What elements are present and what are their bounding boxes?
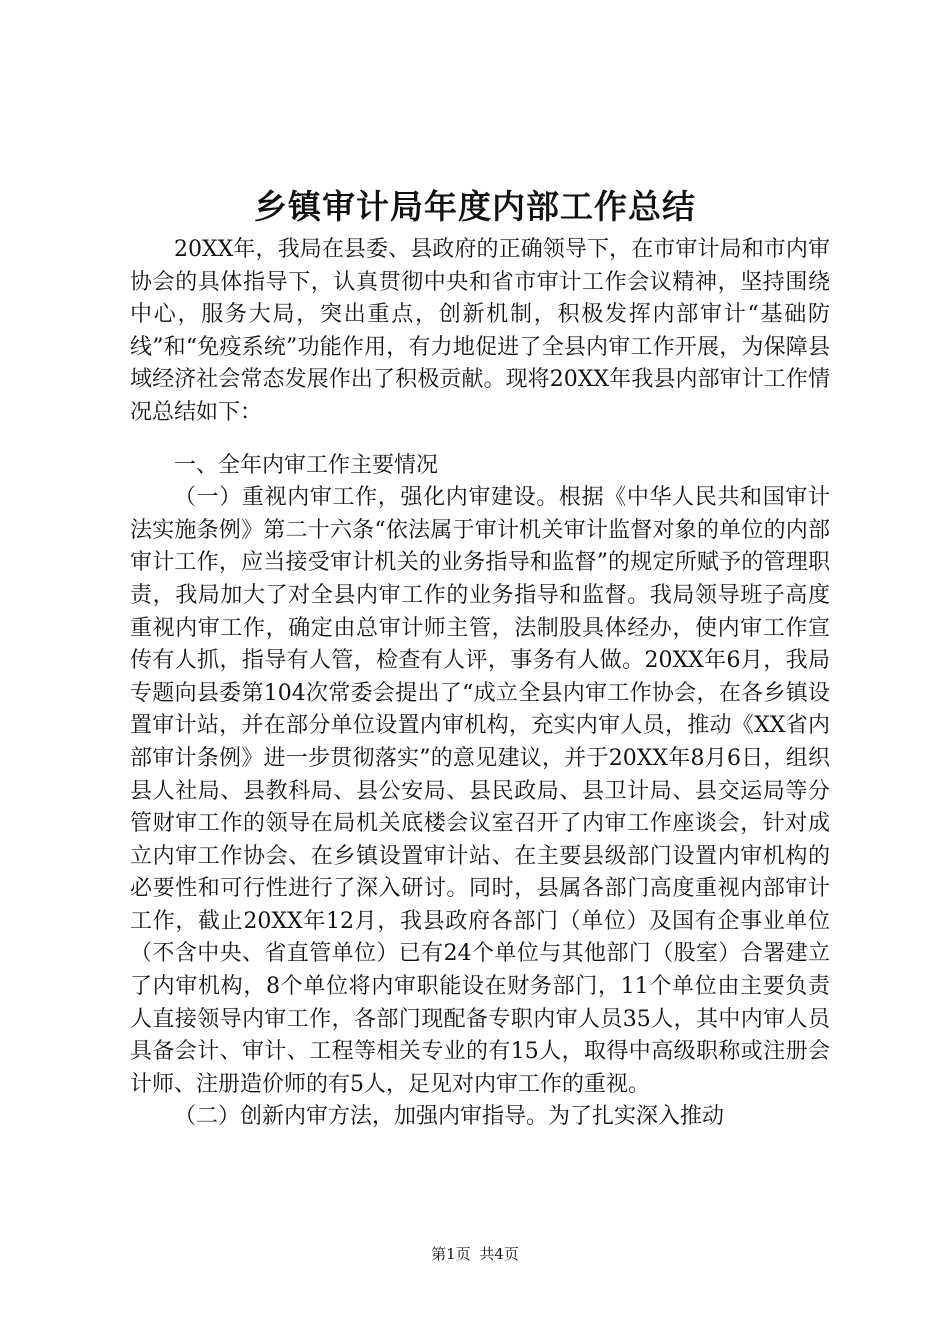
section-two-paragraph: （二）创新内审方法，加强内审指导。为了扎实深入推动 <box>174 1104 725 1130</box>
page-indicator: 第1页 共4页 <box>431 1245 519 1263</box>
section-one-paragraph: （一）重视内审工作，强化内审建设。根据《中华人民共和国审计法实施条例》第二十六条“依法属于审计机关审计监督对象的单位的内部审计工作，应当接受审计机关的业务指导和监督”的规定所赋予的管理职责，我局加大了对全县内审工作的业务指导和监督。我局领导班子高度重视内审工作，确定由总审计师主管，法制股具体经办，使内审工作宣传有人抓，指导有人管，检查有人评，事务有人做。20XX年6月，我局专题向县委第104次常委会提出了“成立全县内审工作协会，在各乡镇设置审计站，并在部分单位设置内审机构，充实内审人员，推动《XX省内部审计条例》进一步贯彻落实”的意见建议，并于20XX年8月6日，组织县人社局、县教科局、县公安局、县民政局、县卫计局、县交运局等分管财审工作的领导在局机关底楼会议室召开了内审工作座谈会，针对成立内审工作协会、在乡镇设置审计站、在主要县级部门设置内审机构的必要性和可行性进行了深入研讨。同时，县属各部门高度重视内部审计工作，截止20XX年12月，我县政府各部门（单位）及国有企事业单位（不含中央、省直管单位）已有24个单位与其他部门（股室）合署建立了内审机构，8个单位将内审职能设在财务部门，11个单位由主要负责人直接领导内审工作，各部门现配备专职内审人员35人，其中内审人员具备会计、审计、工程等相关专业的有15人，取得中高级职称或注册会计师、注册造价师的有5人，足见对内审工作的重视。 <box>130 485 830 1097</box>
intro-paragraph: 20XX年，我局在县委、县政府的正确领导下，在市审计局和市内审协会的具体指导下，认真贯彻中央和省市审计工作会议精神，坚持围绕中心，服务大局，突出重点，创新机制，积极发挥内部审计“基础防线”和“免疫系统”功能作用，有力地促进了全县内审工作开展，为保障县域经济社会常态发展作出了积极贡献。现将20XX年我县内部审计工作情况总结如下： <box>130 237 830 425</box>
section-heading: 一、全年内审工作主要情况 <box>174 452 439 478</box>
document-title: 乡镇审计局年度内部工作总结 <box>254 187 696 226</box>
document-body <box>130 234 830 1134</box>
